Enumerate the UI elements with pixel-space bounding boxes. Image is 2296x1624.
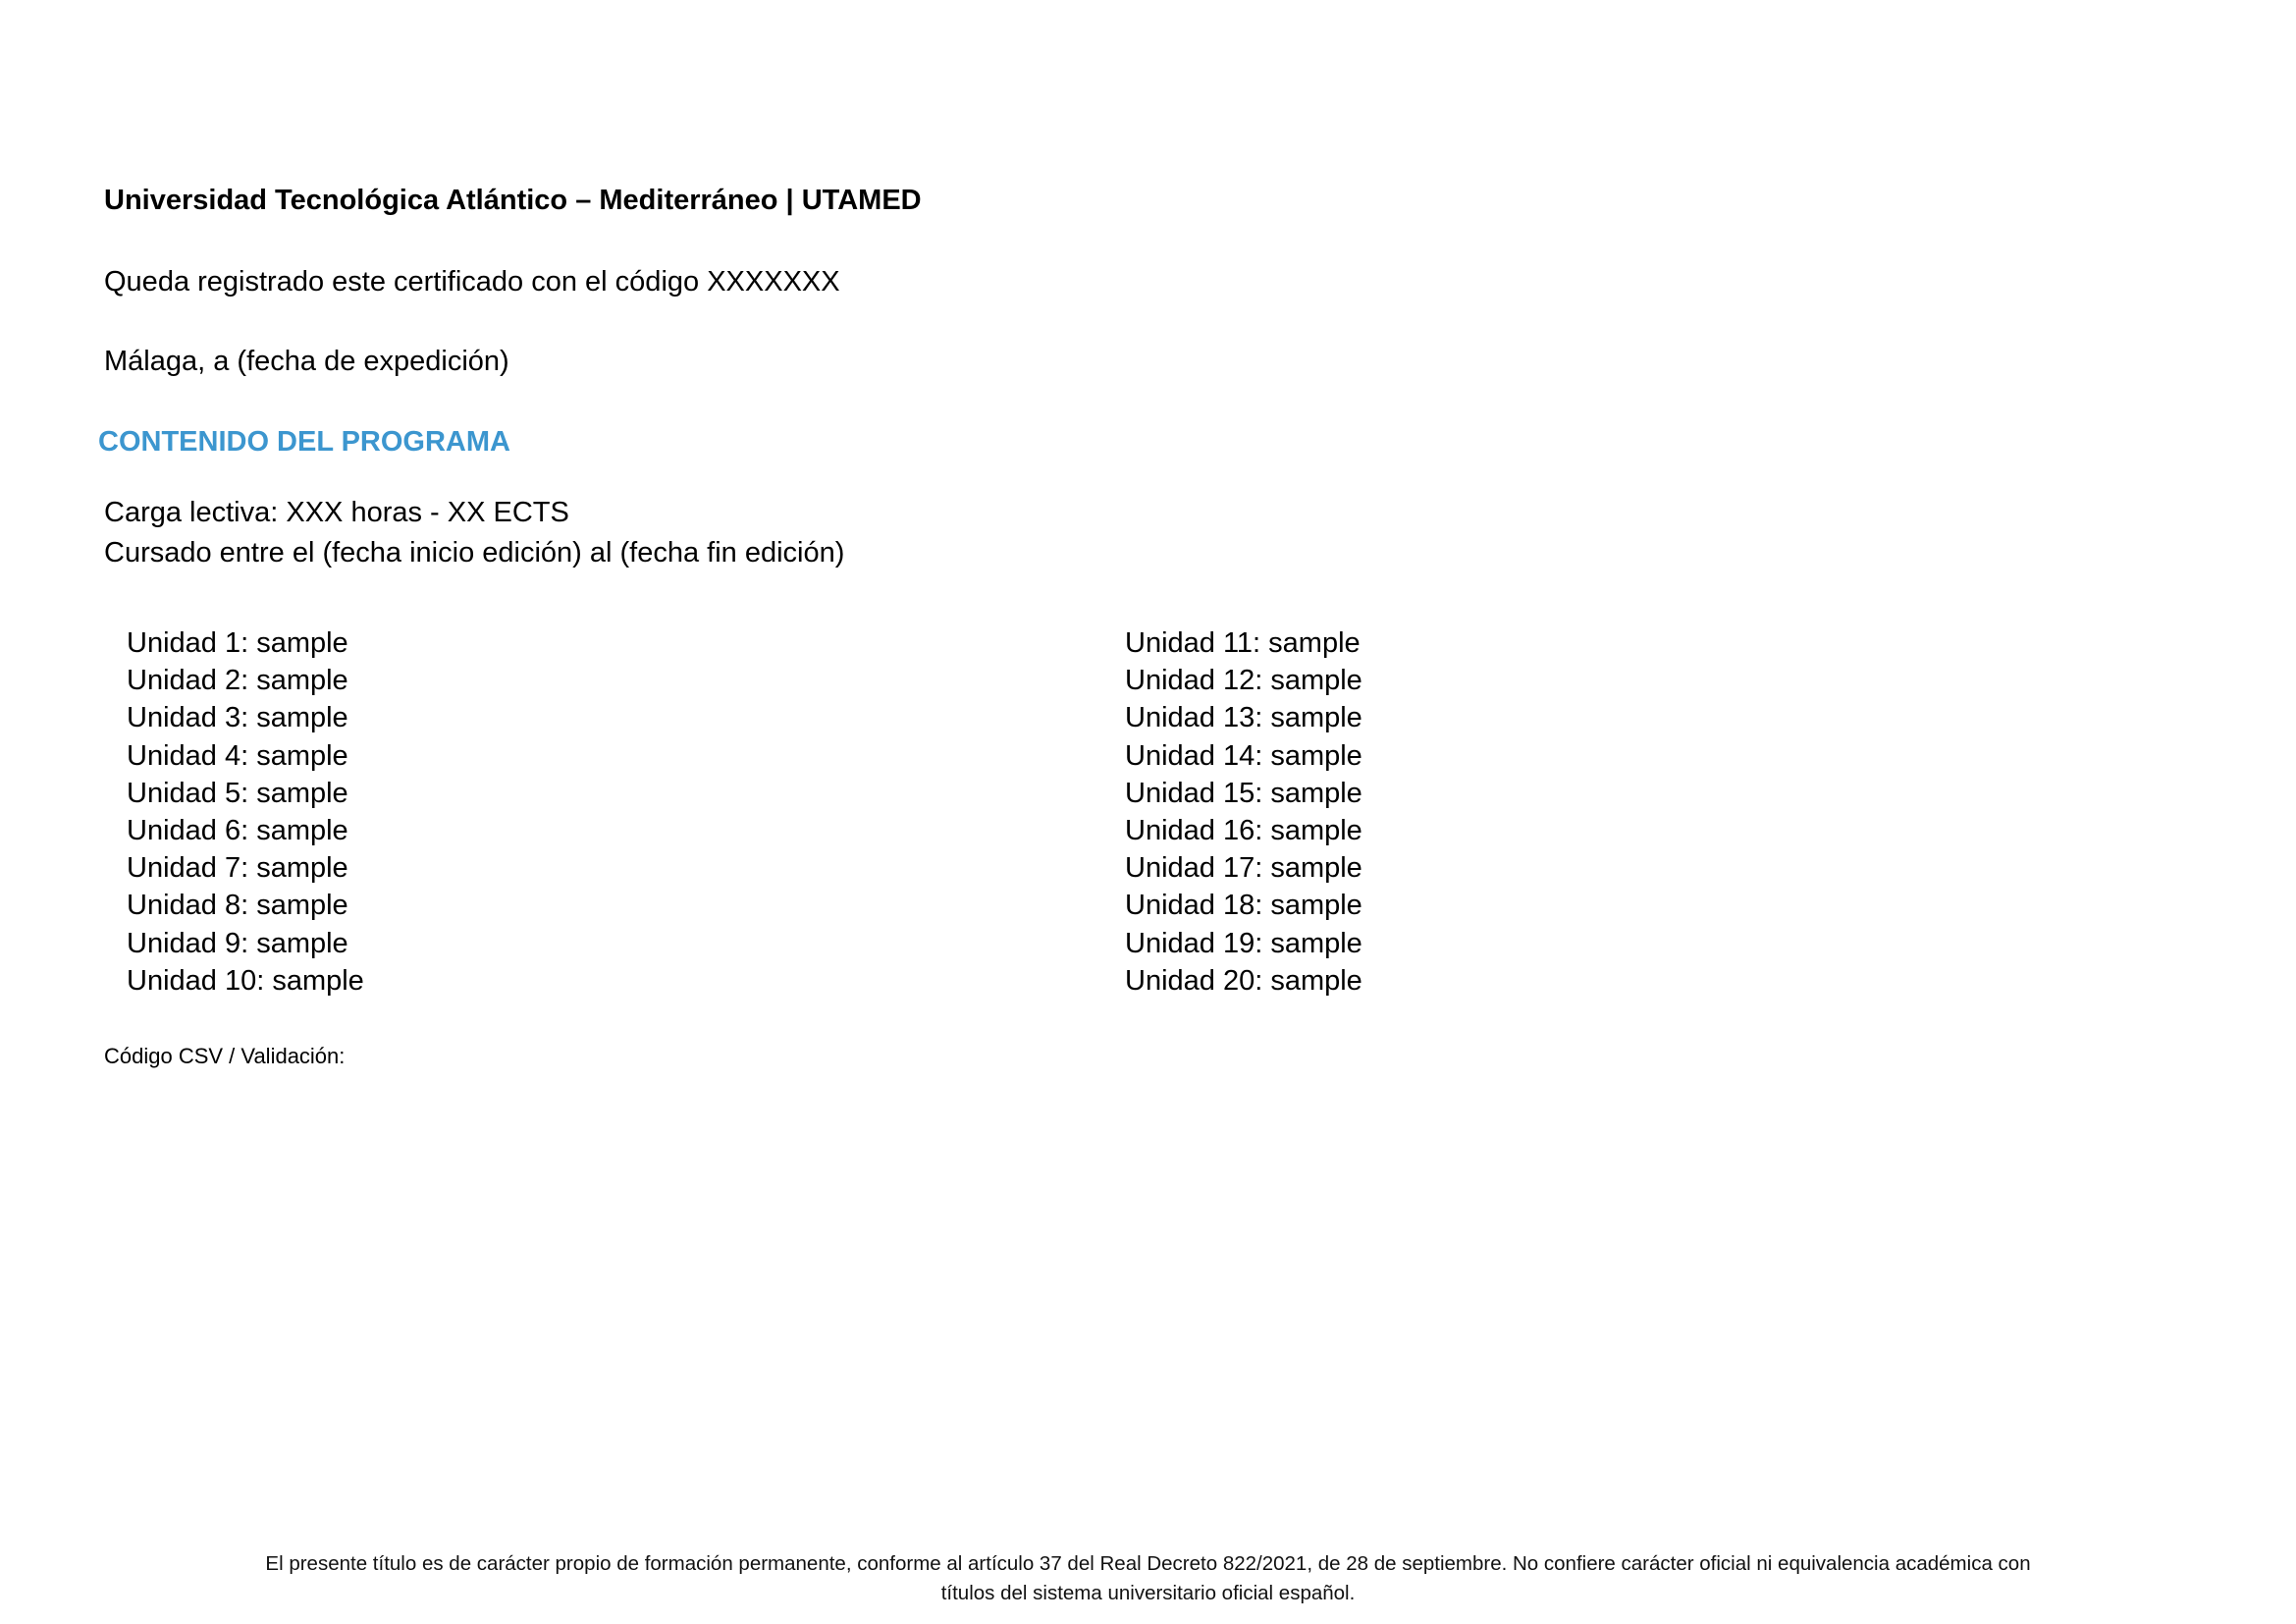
units-list-right <box>1125 624 1362 1000</box>
legal-footer-line-1: El presente título es de carácter propio de formación permanente, conforme al artículo 37 del Real Decreto 822/2021, de 28 de septiembre. No confiere carácter oficial ni equivalencia académica con <box>265 1552 2031 1575</box>
unit-item: Unidad 10: sample <box>127 964 364 997</box>
legal-footer <box>147 1549 2149 1608</box>
unit-item: Unidad 20: sample <box>1125 964 1362 997</box>
course-load: Carga lectiva: XXX horas - XX ECTS <box>104 497 569 528</box>
course-dates: Cursado entre el (fecha inicio edición) al (fecha fin edición) <box>104 537 845 568</box>
unit-item: Unidad 16: sample <box>1125 814 1362 846</box>
unit-item: Unidad 9: sample <box>127 927 348 959</box>
units-list-left <box>127 624 364 1000</box>
unit-item: Unidad 19: sample <box>1125 927 1362 959</box>
legal-footer-line-2: títulos del sistema universitario oficial español. <box>940 1582 1356 1604</box>
unit-item: Unidad 5: sample <box>127 777 348 809</box>
unit-item: Unidad 17: sample <box>1125 852 1362 885</box>
university-name: Universidad Tecnológica Atlántico – Mediterráneo | UTAMED <box>104 185 922 216</box>
unit-item: Unidad 12: sample <box>1125 665 1362 697</box>
unit-item: Unidad 8: sample <box>127 890 348 922</box>
unit-item: Unidad 14: sample <box>1125 739 1362 772</box>
unit-item: Unidad 4: sample <box>127 739 348 772</box>
csv-validation-label: Código CSV / Validación: <box>104 1044 346 1068</box>
place-and-date: Málaga, a (fecha de expedición) <box>104 346 509 377</box>
unit-item: Unidad 7: sample <box>127 852 348 885</box>
unit-item: Unidad 2: sample <box>127 665 348 697</box>
registry-statement: Queda registrado este certificado con el código XXXXXXX <box>104 266 840 298</box>
unit-item: Unidad 11: sample <box>1125 627 1361 659</box>
unit-item: Unidad 18: sample <box>1125 890 1362 922</box>
unit-item: Unidad 13: sample <box>1125 702 1362 734</box>
unit-item: Unidad 6: sample <box>127 814 348 846</box>
program-section-title: CONTENIDO DEL PROGRAMA <box>98 426 510 458</box>
unit-item: Unidad 15: sample <box>1125 777 1362 809</box>
unit-item: Unidad 1: sample <box>127 627 348 659</box>
unit-item: Unidad 3: sample <box>127 702 348 734</box>
